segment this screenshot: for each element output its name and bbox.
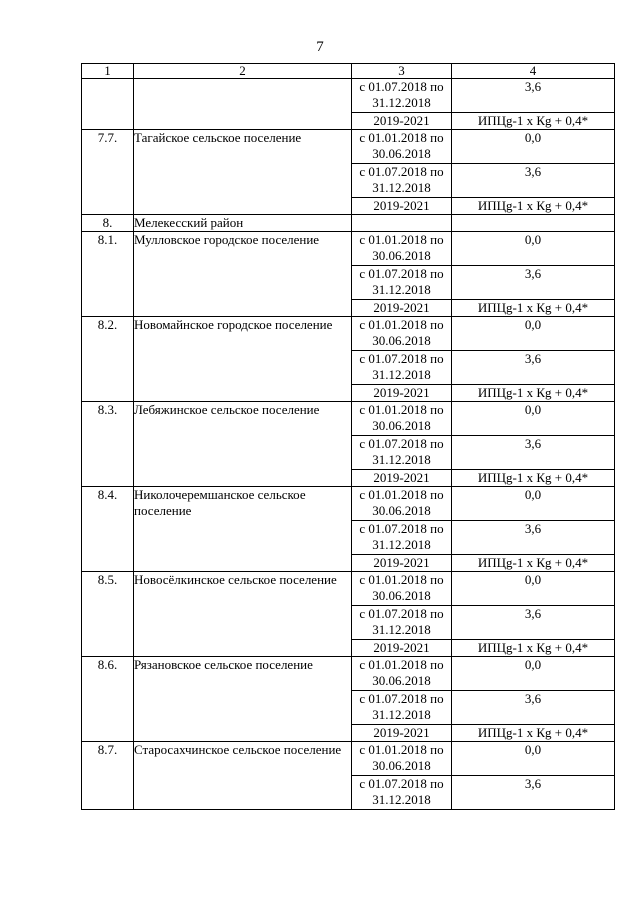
item-number: 7.7. [82, 130, 134, 215]
period-cell: 2019-2021 [352, 470, 452, 487]
settlement-name: Мелекесский район [134, 215, 352, 232]
value-cell: 0,0 [452, 130, 615, 164]
period-cell: с 01.07.2018 по 31.12.2018 [352, 266, 452, 300]
value-cell: 0,0 [452, 742, 615, 776]
period-cell: 2019-2021 [352, 113, 452, 130]
period-cell: с 01.07.2018 по 31.12.2018 [352, 521, 452, 555]
value-cell: ИПЦg-1 х Кg + 0,4* [452, 640, 615, 657]
value-cell: ИПЦg-1 х Кg + 0,4* [452, 113, 615, 130]
value-cell: 3,6 [452, 79, 615, 113]
value-cell: 0,0 [452, 657, 615, 691]
settlement-name [134, 79, 352, 130]
value-cell: 0,0 [452, 402, 615, 436]
period-cell: с 01.01.2018 по 30.06.2018 [352, 402, 452, 436]
header-row [82, 64, 615, 79]
item-number: 8.1. [82, 232, 134, 317]
table-row [82, 742, 615, 776]
item-number: 8.6. [82, 657, 134, 742]
tariff-table [81, 63, 615, 810]
value-cell: 0,0 [452, 317, 615, 351]
table-row [82, 317, 615, 351]
settlement-name: Лебяжинское сельское поселение [134, 402, 352, 487]
value-cell: 3,6 [452, 266, 615, 300]
settlement-name: Старосахчинское сельское поселение [134, 742, 352, 810]
period-cell: с 01.07.2018 по 31.12.2018 [352, 691, 452, 725]
period-cell: с 01.01.2018 по 30.06.2018 [352, 232, 452, 266]
item-number: 8.3. [82, 402, 134, 487]
period-cell: 2019-2021 [352, 725, 452, 742]
settlement-name: Рязановское сельское поселение [134, 657, 352, 742]
item-number: 8.4. [82, 487, 134, 572]
period-cell: с 01.07.2018 по 31.12.2018 [352, 351, 452, 385]
table-row [82, 657, 615, 691]
table-row [82, 232, 615, 266]
value-cell: ИПЦg-1 х Кg + 0,4* [452, 198, 615, 215]
value-cell: 3,6 [452, 351, 615, 385]
value-cell: ИПЦg-1 х Кg + 0,4* [452, 385, 615, 402]
settlement-name: Мулловское городское поселение [134, 232, 352, 317]
item-number [82, 79, 134, 130]
item-number: 8. [82, 215, 134, 232]
settlement-name: Тагайское сельское поселение [134, 130, 352, 215]
table-row [82, 215, 615, 232]
page-number: 7 [316, 39, 324, 55]
period-cell: с 01.01.2018 по 30.06.2018 [352, 742, 452, 776]
value-cell: 3,6 [452, 521, 615, 555]
period-cell: 2019-2021 [352, 300, 452, 317]
item-number: 8.2. [82, 317, 134, 402]
value-cell: 3,6 [452, 164, 615, 198]
period-cell: с 01.01.2018 по 30.06.2018 [352, 572, 452, 606]
settlement-name: Новосёлкинское сельское поселение [134, 572, 352, 657]
item-number: 8.5. [82, 572, 134, 657]
period-cell: 2019-2021 [352, 555, 452, 572]
value-cell: ИПЦg-1 х Кg + 0,4* [452, 555, 615, 572]
table-body [82, 64, 615, 810]
column-header: 3 [352, 64, 452, 79]
period-cell: с 01.07.2018 по 31.12.2018 [352, 776, 452, 810]
settlement-name: Новомайнское городское поселение [134, 317, 352, 402]
period-cell: с 01.07.2018 по 31.12.2018 [352, 606, 452, 640]
period-cell: с 01.07.2018 по 31.12.2018 [352, 436, 452, 470]
value-cell [452, 215, 615, 232]
period-cell: с 01.01.2018 по 30.06.2018 [352, 317, 452, 351]
column-header: 2 [134, 64, 352, 79]
value-cell: 3,6 [452, 776, 615, 810]
table-row [82, 487, 615, 521]
table-row [82, 79, 615, 113]
item-number: 8.7. [82, 742, 134, 810]
settlement-name: Николочеремшанское сельское поселение [134, 487, 352, 572]
period-cell: 2019-2021 [352, 640, 452, 657]
period-cell: 2019-2021 [352, 198, 452, 215]
value-cell: 3,6 [452, 436, 615, 470]
period-cell: с 01.01.2018 по 30.06.2018 [352, 487, 452, 521]
period-cell: с 01.01.2018 по 30.06.2018 [352, 130, 452, 164]
period-cell: с 01.07.2018 по 31.12.2018 [352, 79, 452, 113]
value-cell: 0,0 [452, 232, 615, 266]
value-cell: ИПЦg-1 х Кg + 0,4* [452, 470, 615, 487]
table-row [82, 572, 615, 606]
column-header: 1 [82, 64, 134, 79]
value-cell: 0,0 [452, 487, 615, 521]
value-cell: ИПЦg-1 х Кg + 0,4* [452, 725, 615, 742]
period-cell: с 01.01.2018 по 30.06.2018 [352, 657, 452, 691]
period-cell [352, 215, 452, 232]
value-cell: 3,6 [452, 691, 615, 725]
column-header: 4 [452, 64, 615, 79]
table-row [82, 130, 615, 164]
table-row [82, 402, 615, 436]
period-cell: с 01.07.2018 по 31.12.2018 [352, 164, 452, 198]
value-cell: ИПЦg-1 х Кg + 0,4* [452, 300, 615, 317]
value-cell: 3,6 [452, 606, 615, 640]
value-cell: 0,0 [452, 572, 615, 606]
period-cell: 2019-2021 [352, 385, 452, 402]
